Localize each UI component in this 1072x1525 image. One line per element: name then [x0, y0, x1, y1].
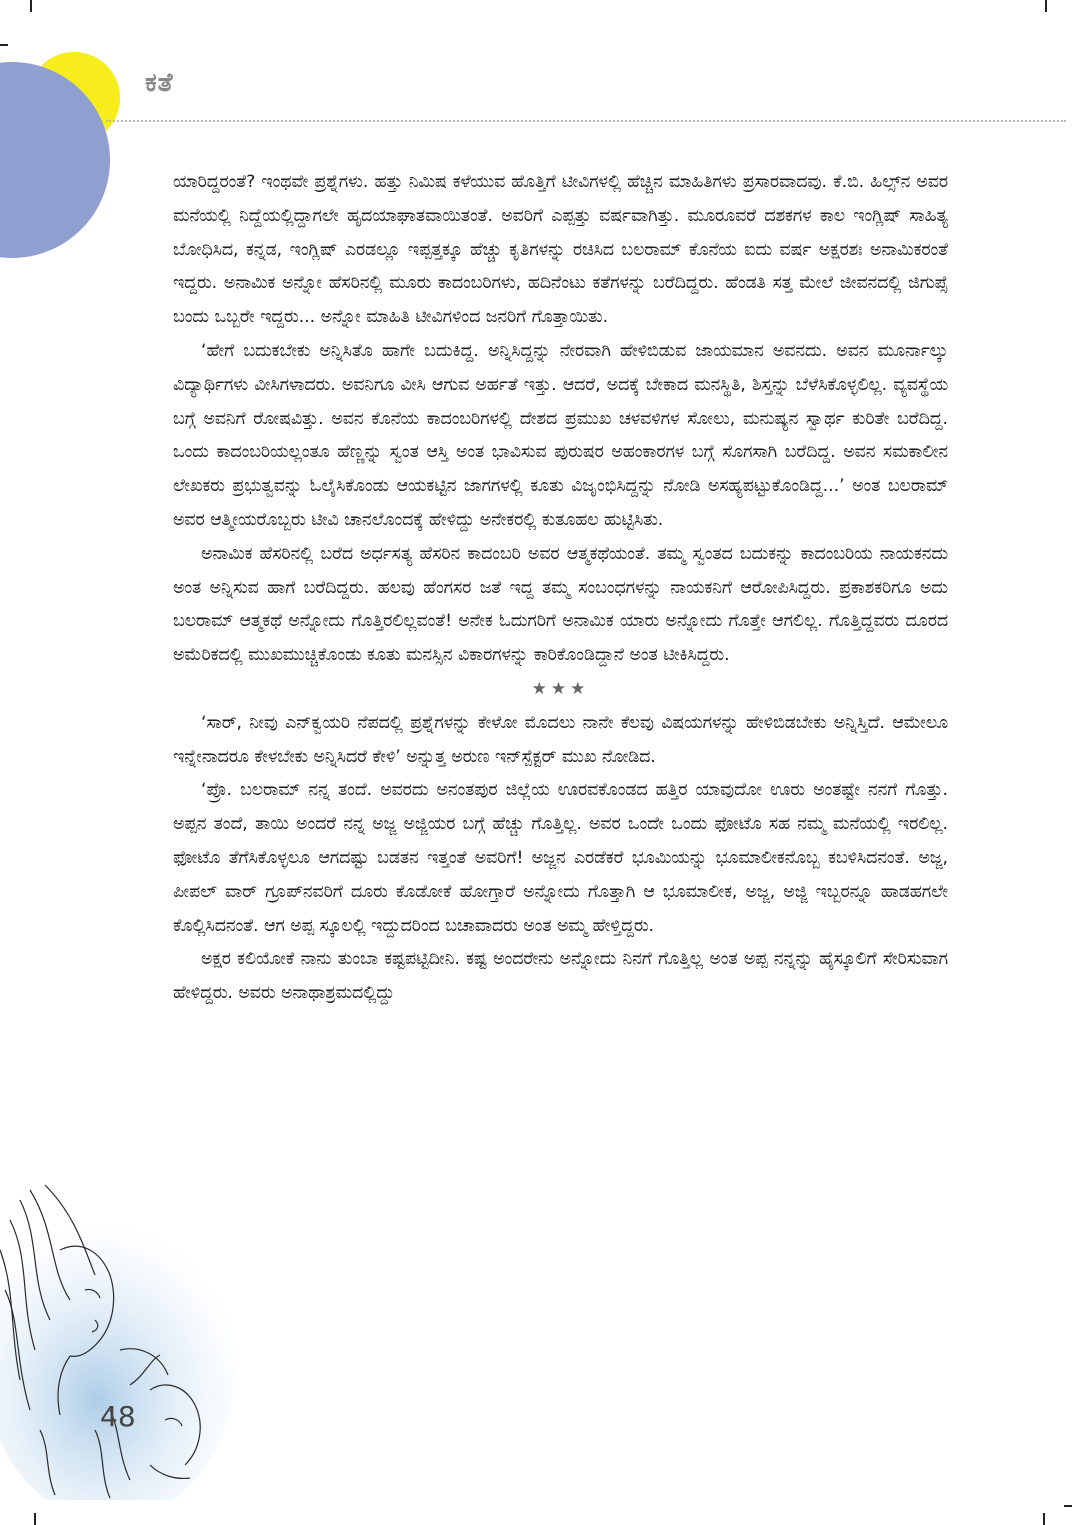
header-dotted-rule [106, 120, 1066, 122]
sketch-illustration [0, 1180, 240, 1500]
paragraph: ಅಕ್ಷರ ಕಲಿಯೋಕೆ ನಾನು ತುಂಬಾ ಕಷ್ಟಪಟ್ಟಿದೀನಿ. ಕಷ್ಟ ಅಂದರೇನು ಅನ್ನೋದು ನಿನಗೆ ಗೊತ್ತಿಲ್ಲ ಅಂತ ಅಪ್ಪ ನನ್ನನ್ನು ಹೈಸ್ಕೂಲಿಗೆ ಸೇರಿಸುವಾಗ ಹೇಳಿದ್ದರು. ಅವರು ಅನಾಥಾಶ್ರಮದಲ್ಲಿದ್ದು [173, 949, 948, 1004]
section-separator: ★★★ [531, 678, 590, 699]
crop-mark-right-lower [1064, 1505, 1072, 1507]
story-text [173, 166, 948, 1011]
crop-mark-left-upper [0, 44, 8, 46]
crop-mark-top-left [30, 0, 32, 12]
section-label: ಕತೆ [145, 68, 174, 98]
paragraph: ‘ಹೇಗೆ ಬದುಕಬೇಕು ಅನ್ನಿಸಿತೊ ಹಾಗೇ ಬದುಕಿದ್ದ. ಅನ್ನಿಸಿದ್ದನ್ನು ನೇರವಾಗಿ ಹೇಳಿಬಿಡುವ ಜಾಯಮಾನ ಅವನದು. ಅವನ ಮೂರ್ನಾಲ್ಕು ವಿದ್ಯಾರ್ಥಿಗಳು ವೀಸಿಗಳಾದರು. ಅವನಿಗೂ ವೀಸಿ ಆಗುವ ಅರ್ಹತೆ ಇತ್ತು. ಆದರೆ, ಅದಕ್ಕೆ ಬೇಕಾದ ಮನಸ್ಥಿತಿ, ಶಿಸ್ತನ್ನು ಬೆಳೆಸಿಕೊಳ್ಳಲಿಲ್ಲ. ವ್ಯವಸ್ಥೆಯ ಬಗ್ಗೆ ಅವನಿಗೆ ರೋಷವಿತ್ತು. ಅವನ ಕೊನೆಯ ಕಾದಂಬರಿಗಳಲ್ಲಿ ದೇಶದ ಪ್ರಮುಖ ಚಳವಳಿಗಳ ಸೋಲು, ಮನುಷ್ಯನ ಸ್ವಾರ್ಥ ಕುರಿತೇ ಬರೆದಿದ್ದ. ಒಂದು ಕಾದಂಬರಿಯಲ್ಲಂತೂ ಹೆಣ್ಣನ್ನು ಸ್ವಂತ ಆಸ್ತಿ ಅಂತ ಭಾವಿಸುವ ಪುರುಷರ ಅಹಂಕಾರಗಳ ಬಗ್ಗೆ ಸೊಗಸಾಗಿ ಬರೆದಿದ್ದ. ಅವನ ಸಮಕಾಲೀನ ಲೇಖಕರು ಪ್ರಭುತ್ವವನ್ನು ಓಲೈಸಿಕೊಂಡು ಆಯಕಟ್ಟಿನ ಜಾಗಗಳಲ್ಲಿ ಕೂತು ವಿಜೃಂಭಿಸಿದ್ದನ್ನು ನೋಡಿ ಅಸಹ್ಯಪಟ್ಟುಕೊಂಡಿದ್ದ...’ ಅಂತ ಬಲರಾಮ್ ಅವರ ಆತ್ಮೀಯರೊಬ್ಬರು ಟೀವಿ ಚಾನಲೊಂದಕ್ಕೆ ಹೇಳಿದ್ದು ಅನೇಕರಲ್ಲಿ ಕುತೂಹಲ ಹುಟ್ಟಿಸಿತು. [173, 340, 948, 530]
paragraph: ಯಾರಿದ್ದರಂತೆ? ಇಂಥವೇ ಪ್ರಶ್ನೆಗಳು. ಹತ್ತು ನಿಮಿಷ ಕಳೆಯುವ ಹೊತ್ತಿಗೆ ಟೀವಿಗಳಲ್ಲಿ ಹೆಚ್ಚಿನ ಮಾಹಿತಿಗಳು ಪ್ರಸಾರವಾದವು. ಕೆ.ಬಿ. ಹಿಲ್ಸ್‌ನ ಅವರ ಮನೆಯಲ್ಲಿ ನಿದ್ದೆಯಲ್ಲಿದ್ದಾಗಲೇ ಹೃದಯಾಘಾತವಾಯಿತಂತೆ. ಅವರಿಗೆ ಎಪ್ಪತ್ತು ವರ್ಷವಾಗಿತ್ತು. ಮೂರೂವರೆ ದಶಕಗಳ ಕಾಲ ಇಂಗ್ಲಿಷ್ ಸಾಹಿತ್ಯ ಬೋಧಿಸಿದ, ಕನ್ನಡ, ಇಂಗ್ಲಿಷ್ ಎರಡಲ್ಲೂ ಇಪ್ಪತ್ತಕ್ಕೂ ಹೆಚ್ಚು ಕೃತಿಗಳನ್ನು ರಚಿಸಿದ ಬಲರಾಮ್ ಕೊನೆಯ ಐದು ವರ್ಷ ಅಕ್ಷರಶಃ ಅನಾಮಿಕರಂತೆ ಇದ್ದರು. ಅನಾಮಿಕ ಅನ್ನೋ ಹೆಸರಿನಲ್ಲಿ ಮೂರು ಕಾದಂಬರಿಗಳು, ಹದಿನೆಂಟು ಕತೆಗಳನ್ನು ಬರೆದಿದ್ದರು. ಹೆಂಡತಿ ಸತ್ತ ಮೇಲೆ ಜೀವನದಲ್ಲಿ ಜಿಗುಪ್ಸೆ ಬಂದು ಒಬ್ಬರೇ ಇದ್ದರು... ಅನ್ನೋ ಮಾಹಿತಿ ಟೀವಿಗಳಿಂದ ಜನರಿಗೆ ಗೊತ್ತಾಯಿತು. [173, 172, 948, 328]
crop-mark-bottom-left [34, 1513, 36, 1525]
page-number: 48 [100, 1400, 136, 1433]
paragraph: ‘ಸಾರ್, ನೀವು ಎನ್‌ಕ್ವಯರಿ ನೆಪದಲ್ಲಿ ಪ್ರಶ್ನೆಗಳನ್ನು ಕೇಳೋ ಮೊದಲು ನಾನೇ ಕೆಲವು ವಿಷಯಗಳನ್ನು ಹೇಳಿಬಿಡಬೇಕು ಅನ್ನಿಸ್ತಿದೆ. ಆಮೇಲೂ ಇನ್ನೇನಾದರೂ ಕೇಳಬೇಕು ಅನ್ನಿಸಿದರೆ ಕೇಳಿ’ ಅನ್ನುತ್ತ ಅರುಣ ಇನ್‌ಸ್ಪೆಕ್ಟರ್ ಮುಖ ನೋಡಿದ. [173, 712, 948, 767]
paragraph: ಅನಾಮಿಕ ಹೆಸರಿನಲ್ಲಿ ಬರೆದ ಅರ್ಧಸತ್ಯ ಹೆಸರಿನ ಕಾದಂಬರಿ ಅವರ ಆತ್ಮಕಥೆಯಂತೆ. ತಮ್ಮ ಸ್ವಂತದ ಬದುಕನ್ನು ಕಾದಂಬರಿಯ ನಾಯಕನದು ಅಂತ ಅನ್ನಿಸುವ ಹಾಗೆ ಬರೆದಿದ್ದರು. ಹಲವು ಹೆಂಗಸರ ಜತೆ ಇದ್ದ ತಮ್ಮ ಸಂಬಂಧಗಳನ್ನು ನಾಯಕನಿಗೆ ಆರೋಪಿಸಿದ್ದರು. ಪ್ರಕಾಶಕರಿಗೂ ಅದು ಬಲರಾಮ್ ಆತ್ಮಕಥೆ ಅನ್ನೋದು ಗೊತ್ತಿರಲಿಲ್ಲವಂತೆ! ಅನೇಕ ಓದುಗರಿಗೆ ಅನಾಮಿಕ ಯಾರು ಅನ್ನೋದು ಗೊತ್ತೇ ಆಗಲಿಲ್ಲ. ಗೊತ್ತಿದ್ದವರು ದೂರದ ಅಮೆರಿಕದಲ್ಲಿ ಮುಖಮುಚ್ಚಿಕೊಂಡು ಕೂತು ಮನಸ್ಸಿನ ವಿಕಾರಗಳನ್ನು ಕಾರಿಕೊಂಡಿದ್ದಾನೆ ಅಂತ ಟೀಕಿಸಿದ್ದರು. [173, 543, 948, 666]
paragraph: ‘ಪ್ರೊ. ಬಲರಾಮ್ ನನ್ನ ತಂದೆ. ಅವರದು ಅನಂತಪುರ ಜಿಲ್ಲೆಯ ಊರವಕೊಂಡದ ಹತ್ತಿರ ಯಾವುದೋ ಊರು ಅಂತಷ್ಟೇ ನನಗೆ ಗೊತ್ತು. ಅಪ್ಪನ ತಂದೆ, ತಾಯಿ ಅಂದರೆ ನನ್ನ ಅಜ್ಜ ಅಜ್ಜಿಯರ ಬಗ್ಗೆ ಹೆಚ್ಚು ಗೊತ್ತಿಲ್ಲ. ಅವರ ಒಂದೇ ಒಂದು ಫೋಟೊ ಸಹ ನಮ್ಮ ಮನೆಯಲ್ಲಿ ಇರಲಿಲ್ಲ. ಫೋಟೊ ತೆಗೆಸಿಕೊಳ್ಳಲೂ ಆಗದಷ್ಟು ಬಡತನ ಇತ್ತಂತೆ ಅವರಿಗೆ! ಅಜ್ಜನ ಎರಡೆಕರೆ ಭೂಮಿಯನ್ನು ಭೂಮಾಲೀಕನೊಬ್ಬ ಕಬಳಿಸಿದನಂತೆ. ಅಜ್ಜ, ಪೀಪಲ್ ವಾರ್ ಗ್ರೂಪ್‌ನವರಿಗೆ ದೂರು ಕೊಡೋಕೆ ಹೋಗ್ತಾರೆ ಅನ್ನೋದು ಗೊತ್ತಾಗಿ ಆ ಭೂಮಾಲೀಕ, ಅಜ್ಜ, ಅಜ್ಜಿ ಇಬ್ಬರನ್ನೂ ಹಾಡಹಗಲೇ ಕೊಲ್ಲಿಸಿದನಂತೆ. ಆಗ ಅಪ್ಪ ಸ್ಕೂಲಲ್ಲಿ ಇದ್ದುದರಿಂದ ಬಚಾವಾದರು ಅಂತ ಅಮ್ಮ ಹೇಳ್ತಿದ್ದರು. [173, 780, 948, 936]
crop-mark-top-right [1045, 0, 1047, 12]
crop-mark-bottom-right [1043, 1513, 1045, 1525]
